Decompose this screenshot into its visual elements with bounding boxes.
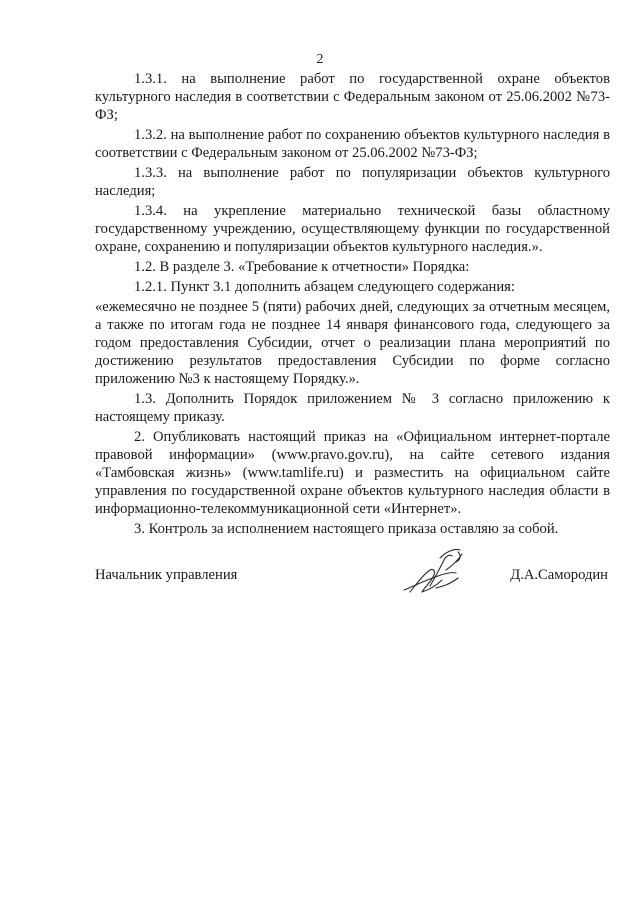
page-number: 2 [316, 52, 324, 67]
paragraph-1-3-2: 1.3.2. на выполнение работ по сохранению объектов культурного наследия в соответствии с Федеральным законом от 25.06.2002 №73-ФЗ; [95, 127, 610, 161]
signatory-name: Д.А.Самородин [510, 567, 608, 583]
paragraph-1-3-3: 1.3.3. на выполнение работ по популяризации объектов культурного наследия; [95, 165, 610, 199]
paragraph-1-3: 1.3. Дополнить Порядок приложением № 3 согласно приложению к настоящему приказу. [95, 391, 610, 425]
paragraph-1-2-1: 1.2.1. Пункт 3.1 дополнить абзацем следующего содержания: [134, 279, 515, 295]
paragraph-1-3-1: 1.3.1. на выполнение работ по государственной охране объектов культурного наследия в соответствии с Федеральным законом от 25.06.2002 №73-ФЗ; [95, 71, 610, 123]
paragraph-3: 3. Контроль за исполнением настоящего приказа оставляю за собой. [134, 521, 559, 537]
paragraph-quote: «ежемесячно не позднее 5 (пяти) рабочих дней, следующих за отчетным месяцем, а также по итогам года не позднее 14 января финансового года, следующего за годом предоставления Субсидии, отчет о реализации плана мероприятий по достижению результатов предоставления Субсидии по форме согласно приложению №3 к настоящему Порядку.». [95, 299, 610, 387]
paragraph-2: 2. Опубликовать настоящий приказ на «Официальном интернет-портале правовой информации» (www.pravo.gov.ru), на сайте сетевого издания «Тамбовская жизнь» (www.tamlife.ru) и разместить на официальном сайте управления по государственной охране объектов культурного наследия области в информационно-телекоммуникационной сети «Интернет». [95, 429, 610, 517]
document-body [95, 70, 610, 540]
paragraph-1-3-4: 1.3.4. на укрепление материально технической базы областному государственному учреждению, осуществляющему функции по государственной охране, сохранению и популяризации объектов культурного наследия.». [95, 203, 610, 255]
signatory-position: Начальник управления [95, 567, 238, 583]
paragraph-1-2: 1.2. В разделе 3. «Требование к отчетности» Порядка: [134, 259, 470, 275]
handwritten-signature [400, 546, 480, 604]
signature-block [95, 562, 610, 602]
